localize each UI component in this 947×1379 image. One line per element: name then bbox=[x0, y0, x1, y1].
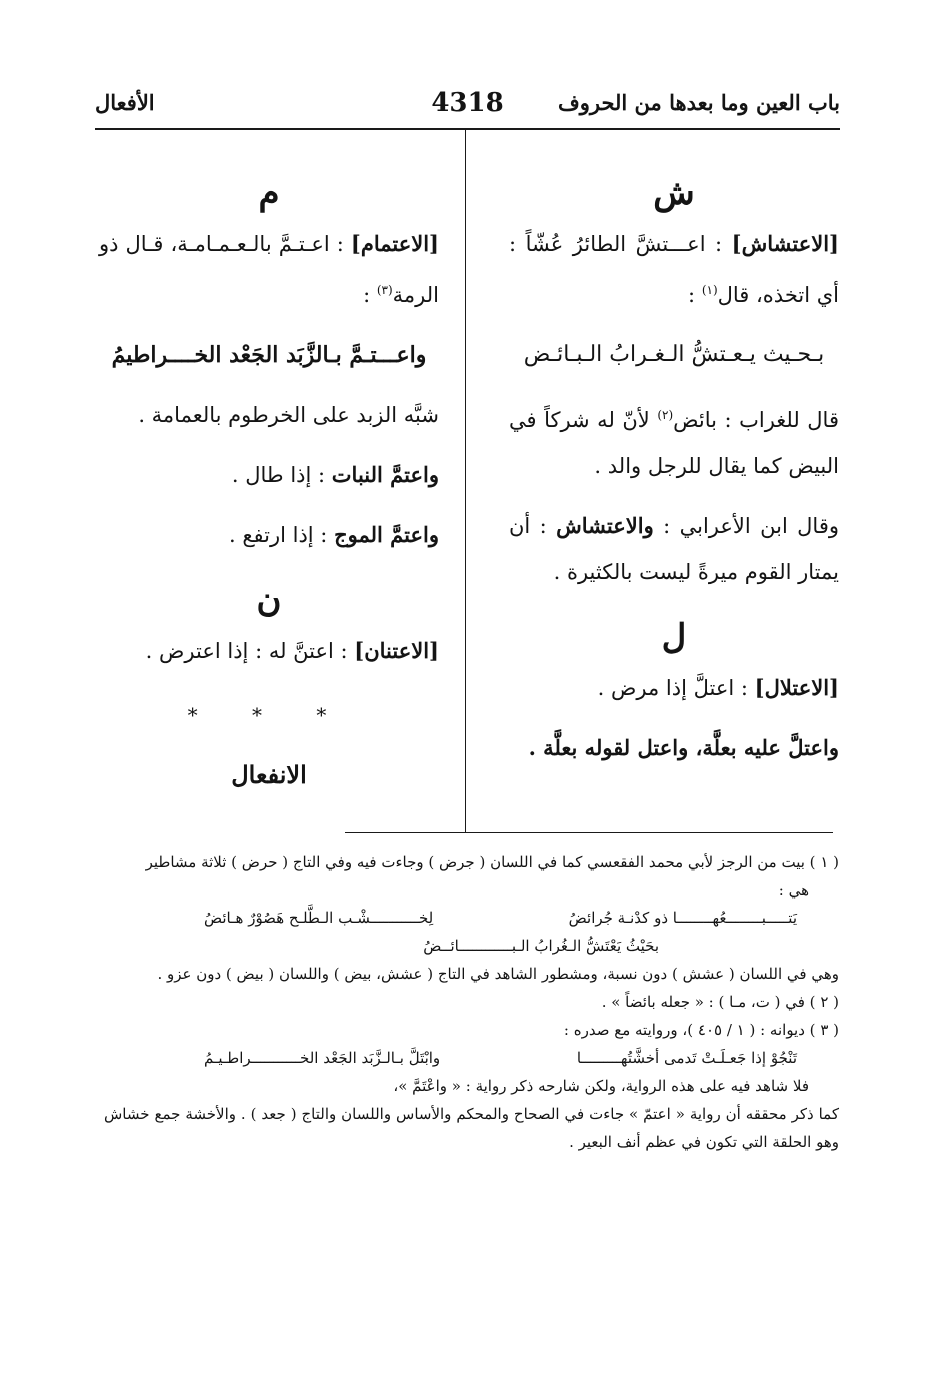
footnote-ref: (١) bbox=[701, 283, 718, 297]
footnote-1: ( ١ ) بيت من الرجز لأبي محمد الفقعسي كما في اللسان ( جرض ) وجاءت فيه وفي التاج ( حرض ) ثلاثة مشاطير bbox=[145, 853, 839, 871]
entry-definition: : إذا ارتفع . bbox=[228, 523, 328, 547]
chapter-title: باب العين وما بعدها من الحروف bbox=[557, 90, 840, 115]
entry-definition: : اعتلَّ إذا مرض . bbox=[597, 676, 748, 700]
letter-heading-nun: ن bbox=[256, 580, 282, 620]
entry-ibn-arabi bbox=[509, 503, 839, 595]
footnote-2: ( ٢ ) في ( ت، مـا ) : « جعله بائضاً » . bbox=[601, 993, 839, 1011]
footnote-poem bbox=[104, 1044, 839, 1072]
verse-line: واعـــتـمَّ بـالزَّبَد الجَعْد الخــــراطيمُ bbox=[111, 342, 427, 368]
footnote-3-cont: كما ذكر محققه أن رواية « اعتمّ » جاءت في الصحاح والمحكم والأساس واللسان والتاج ( جعد ) . والأخشة جمع خشاش وهو الحلقة التي تكون في عظم أنف البعير . bbox=[104, 1105, 839, 1151]
footnote-1-cont: هي : bbox=[778, 881, 809, 899]
section-separator: * * * bbox=[187, 703, 351, 727]
header-rule bbox=[95, 128, 840, 130]
footnote-3-cont: فلا شاهد فيه على هذه الرواية، ولكن شارحه ذكر رواية : « واعْتَمَّ »، bbox=[393, 1077, 809, 1095]
entry-term: [الاعتمام] bbox=[350, 231, 439, 256]
verse-explanation: شبَّه الزبد على الخرطوم بالعمامة . bbox=[138, 403, 439, 427]
entry-itimam bbox=[99, 221, 439, 318]
entry-term: واعتمَّ النبات bbox=[331, 462, 439, 487]
poem-hemistich: وابْتَلَّ بـالـزَّبَد الجَعْد الخـــــــــــراطـيـمُ bbox=[204, 1049, 441, 1067]
entry-itilal bbox=[509, 665, 839, 711]
entry-term: والاعتشاش bbox=[556, 513, 654, 538]
entry-crow bbox=[509, 392, 839, 489]
entry-text: وقال ابن الأعرابي : bbox=[663, 514, 840, 538]
verse-line: بـحـيث يـعـتشُّ الـغـرابُ الـبـائـض bbox=[523, 342, 825, 367]
entry-term: [الاعتنان] bbox=[354, 638, 439, 663]
next-section-heading: الانفعال bbox=[231, 760, 307, 789]
left-column bbox=[99, 165, 439, 798]
footnotes bbox=[104, 848, 839, 1156]
entry-nabat bbox=[99, 452, 439, 498]
entry-term: واعتمَّ الموج bbox=[334, 522, 439, 547]
entry-itall: واعتلَّ عليه بعلَّة، واعتل لقوله بعلَّة . bbox=[528, 735, 839, 760]
poem-hemistich: تَنْجُوْ إذا جَعـلَـتْ تَدمى أخشَّتُهـــــــــا bbox=[576, 1049, 797, 1067]
section-title: الأفعال bbox=[95, 90, 155, 115]
letter-heading-shin: ش bbox=[653, 173, 695, 213]
entry-text: لأنّ له شركاً في البيض كما يقال للرجل والد . bbox=[509, 408, 839, 478]
entry-itinan bbox=[99, 628, 439, 674]
footnote-rule bbox=[345, 832, 833, 833]
entry-definition: : اعتنَّ له : إذا اعترض . bbox=[145, 639, 348, 663]
poem-hemistich: بحَيْثُ يَعْتَشُّ الـغُرابُ الـبــــــــــــائــضُ bbox=[423, 937, 659, 955]
entry-text: : أن يمتار القوم ميرةً ليست بالكثيرة . bbox=[509, 514, 839, 584]
entry-definition: : اعـــتشَّ الطائرُ عُشّاً : أي اتخذه، قال bbox=[509, 232, 839, 307]
footnote-poem bbox=[104, 904, 839, 932]
entry-text: قال للغراب : بائض bbox=[673, 408, 839, 432]
poem-hemistich: لِخـــــــــــشْـب الـطَّلـح هَصُوْرٌ هـائضُ bbox=[204, 909, 434, 927]
entry-colon: : bbox=[688, 283, 696, 307]
entry-term: [الاعتشاش] bbox=[731, 231, 839, 256]
footnote-3: ( ٣ ) ديوانه : ( ١ / ٤٠٥ )، وروايته مع صدره : bbox=[563, 1021, 839, 1039]
footnote-ref: (٣) bbox=[376, 283, 393, 297]
page-header bbox=[95, 86, 840, 126]
entry-term: [الاعتلال] bbox=[754, 675, 839, 700]
letter-heading-mim: م bbox=[258, 173, 280, 213]
entry-definition: : إذا طال . bbox=[231, 463, 326, 487]
entry-definition: : اعـتـمَّ بالـعـمـامـة، قـال ذو الرمة bbox=[99, 232, 439, 307]
poem-hemistich: يَتـــــبــــــــعُهــــــــا ذو كدْنـة جُرائضُ bbox=[568, 909, 797, 927]
right-column bbox=[509, 165, 839, 771]
column-divider bbox=[465, 130, 466, 832]
page-number: 4318 bbox=[431, 88, 504, 118]
footnote-1-cont: وهي في اللسان ( عشش ) دون نسبة، ومشطور الشاهد في التاج ( عشش، بيض ) واللسان ( بيض ) دون عزو . bbox=[157, 965, 839, 983]
entry-mawj bbox=[99, 512, 439, 558]
entry-colon: : bbox=[363, 283, 371, 307]
letter-heading-lam: ل bbox=[661, 617, 687, 657]
entry-ishtash bbox=[509, 221, 839, 318]
footnote-ref: (٢) bbox=[657, 408, 674, 422]
